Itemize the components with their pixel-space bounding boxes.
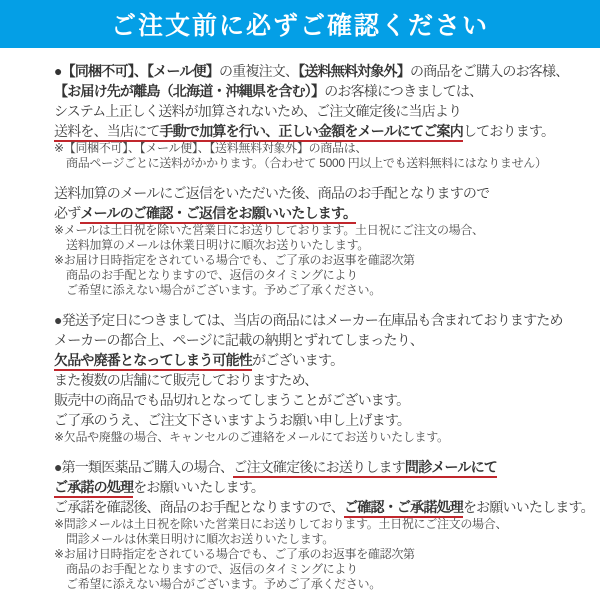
text-segment: をお願いいたします。: [462, 499, 594, 515]
note-line: ※欠品や廃盤の場合、キャンセルのご連絡をメールにてお送りいたします。: [54, 430, 449, 444]
underlined-emphasis-text: ご承諾の処理: [54, 479, 133, 498]
text-segment: 必ず: [54, 205, 81, 221]
section-combined-shipping-notice: [54, 61, 600, 171]
text-segment: の商品をご購入のお客様、: [410, 63, 569, 79]
underlined-emphasis-text: 手動で加算を行い、正しい金額をメールにてご案内: [160, 123, 463, 142]
note-line: 問診メールは休業日明けに順次お送りいたします。: [66, 532, 334, 546]
underlined-emphasis-text: 問診メールにて: [405, 459, 497, 478]
text-line: [54, 203, 600, 223]
note-line: ※【同梱不可】、【メール便】、【送料無料対象外】の商品は、: [54, 141, 368, 155]
header-banner: [0, 0, 600, 48]
notice-title: ご注文前に必ずご確認ください: [110, 12, 489, 40]
text-line: [54, 457, 600, 477]
text-line: また複数の店舗にて販売しておりますため、: [54, 372, 318, 388]
text-segment: ご承諾を確認後、商品のお手配となりますので、: [54, 499, 345, 515]
note-line: ※お届け日時指定をされている場合でも、ご了承のお返事を確認次第: [54, 547, 415, 561]
underlined-text: 送料を、当店にて: [54, 123, 160, 142]
notice-body: [0, 48, 600, 604]
text-line: [54, 497, 600, 517]
underlined-emphasis-text: ご確認・ご承諾処理: [344, 499, 463, 518]
text-line: [54, 477, 600, 497]
text-segment: をお願いいたします。: [133, 479, 265, 495]
text-segment: しております。: [462, 123, 555, 139]
underlined-text: ご注文確定後にお送りします: [233, 459, 405, 478]
note-line: ご希望に添えない場合がございます。予めご了承ください。: [66, 577, 381, 591]
emphasis-text: 【お届け先が離島（北海道・沖縄県を含む）】: [54, 83, 325, 99]
note-line: ※メールは土日祝を除いた営業日にお送りしております。土日祝にご注文の場合、: [54, 223, 484, 237]
text-line: 販売中の商品でも品切れとなってしまうことがございます。: [54, 392, 410, 408]
section-mail-reply-notice: [54, 183, 600, 298]
note-line: ご希望に添えない場合がございます。予めご了承ください。: [66, 283, 381, 297]
section-shipping-date-notice: [54, 310, 600, 445]
text-line: ご了承のうえ、ご注文下さいますようお願い申し上げます。: [54, 412, 411, 428]
note-line: 商品ページごとに送料がかかります。（合わせて 5000 円以上でも送料無料にはなりません）: [66, 156, 547, 170]
text-segment: ●第一類医薬品ご購入の場合、: [54, 459, 234, 475]
note-line: ※お届け日時指定をされている場合でも、ご了承のお返事を確認次第: [54, 253, 415, 267]
text-segment: の重複注文、: [218, 63, 299, 79]
text-line: [54, 350, 600, 370]
text-segment: がございます。: [252, 352, 344, 368]
text-line: 送料加算のメールにご返信をいただいた後、商品のお手配となりますので: [54, 185, 490, 201]
underlined-emphasis-text: 欠品や廃番となってしまう可能性: [54, 352, 252, 371]
note-line: 送料加算のメールは休業日明けに順次お送りいたします。: [66, 238, 370, 252]
text-line: [54, 121, 600, 141]
text-line: [54, 81, 600, 101]
text-line: [54, 61, 600, 81]
emphasis-text: ●【同梱不可】、【メール便】: [54, 63, 219, 79]
note-line: 商品のお手配となりますので、返信のタイミングにより: [66, 268, 358, 282]
underlined-emphasis-text: メールのご確認・ご返信をお願いいたします。: [80, 205, 356, 224]
text-line: メーカーの都合上、ページに記載の納期とずれてしまったり、: [54, 332, 424, 348]
section-pharmaceutical-notice: [54, 457, 600, 592]
text-line: システム上正しく送料が加算されないため、ご注文確定後に当店より: [54, 103, 462, 119]
text-segment: のお客様につきましては、: [324, 83, 483, 99]
note-line: 商品のお手配となりますので、返信のタイミングにより: [66, 562, 358, 576]
note-line: ※問診メールは土日祝を除いた営業日にお送りしております。土日祝にご注文の場合、: [54, 517, 508, 531]
emphasis-text: 【送料無料対象外】: [298, 63, 410, 79]
text-line: ●発送予定日につきましては、当店の商品にはメーカー在庫品も含まれておりますため: [54, 312, 563, 328]
